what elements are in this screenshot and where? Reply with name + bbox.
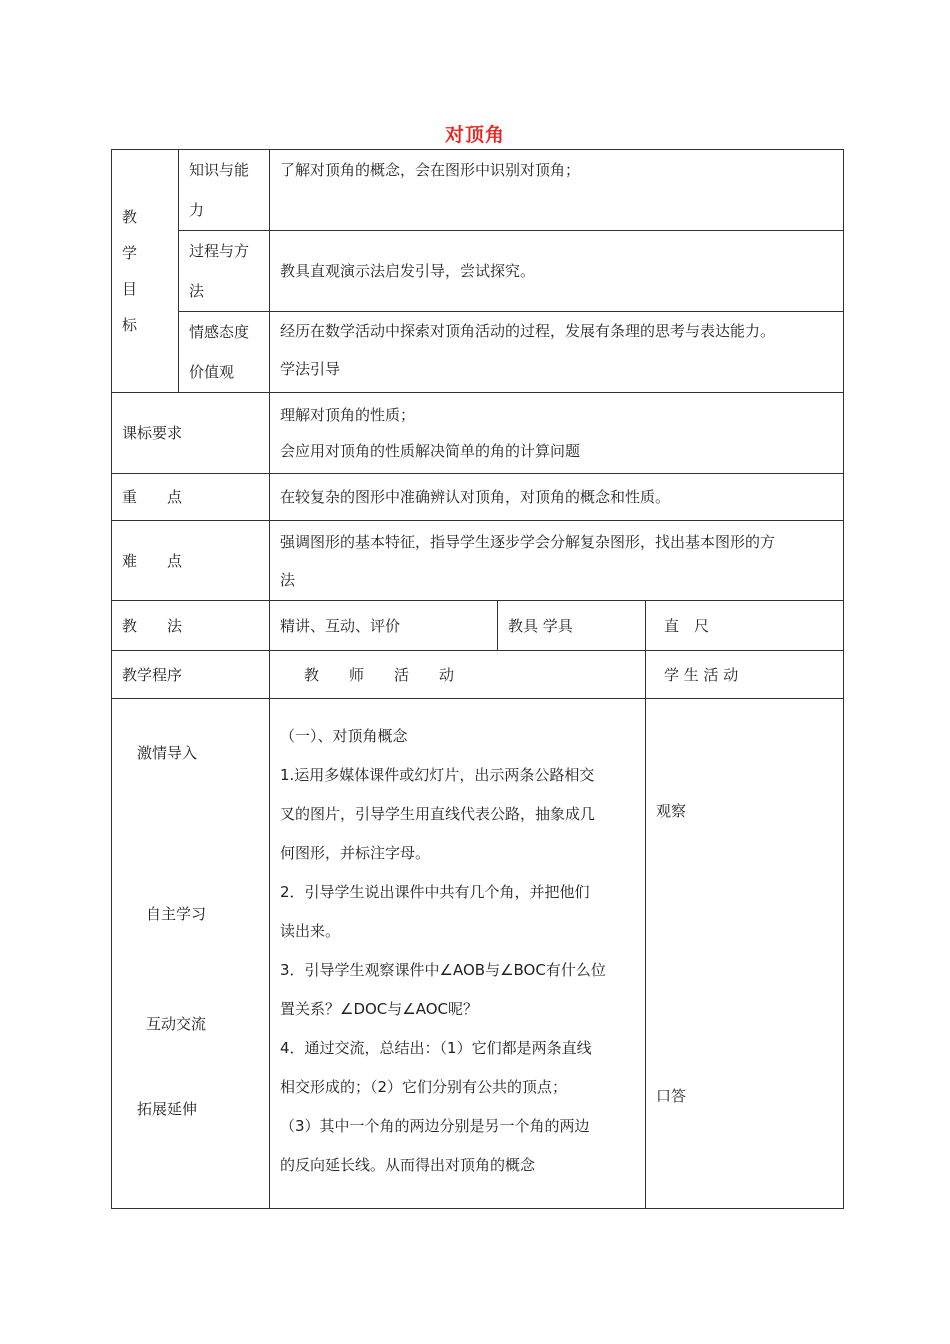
procedure-stages: [112, 699, 270, 1209]
teacher-line: 叉的图片，引导学生用直线代表公路，抽象成几: [280, 805, 596, 823]
teacher-line: 的反向延长线。从而得出对顶角的概念: [280, 1156, 536, 1174]
procedure-body-row: [112, 699, 844, 1209]
objective-content-process: 教具直观演示法启发引导，尝试探究。: [270, 231, 844, 312]
objectives-label: 教 学 目 标: [112, 150, 179, 393]
teacher-line: （一）、对顶角概念: [280, 727, 408, 745]
procedure-header-row: [112, 651, 844, 699]
method-row: [112, 601, 844, 651]
student-note-answer: 口答: [656, 1087, 687, 1105]
requirements-content: 理解对顶角的性质； 会应用对顶角的性质解决简单的角的计算问题: [270, 393, 844, 474]
lesson-plan-table: [111, 149, 844, 1209]
objective-name-process: 过程与方 法: [179, 231, 270, 312]
objective-name-knowledge: 知识与能 力: [179, 150, 270, 231]
stage-interaction: 互动交流: [146, 1015, 207, 1033]
requirements-row: [112, 393, 844, 474]
teacher-line: 置关系？∠DOC与∠AOC呢？: [280, 1000, 479, 1018]
teacher-line: （3）其中一个角的两边分别是另一个角的两边: [280, 1117, 590, 1135]
stage-intro: 激情导入: [137, 744, 198, 762]
key-point-label: 重 点: [112, 474, 270, 521]
objective-row-knowledge: [112, 150, 844, 231]
procedure-label: 教学程序: [112, 651, 270, 699]
teacher-line: 2．引导学生说出课件中共有几个角，并把他们: [280, 883, 590, 901]
method-label: 教 法: [112, 601, 270, 651]
teacher-line: 读出来。: [280, 922, 341, 940]
key-point-content: 在较复杂的图形中准确辨认对顶角，对顶角的概念和性质。: [270, 474, 844, 521]
difficulty-content: 强调图形的基本特征，指导学生逐步学会分解复杂图形，找出基本图形的方 法: [270, 521, 844, 601]
teacher-line: 3．引导学生观察课件中∠AOB与∠BOC有什么位: [280, 961, 606, 979]
key-point-row: [112, 474, 844, 521]
stage-extension: 拓展延伸: [137, 1100, 198, 1118]
objective-name-attitude: 情感态度 价值观: [179, 312, 270, 393]
teacher-activity-header: 教 师 活 动: [270, 651, 646, 699]
requirements-label: 课标要求: [112, 393, 270, 474]
student-activity-header: 学 生 活 动: [646, 651, 844, 699]
teacher-line: 相交形成的；（2）它们分别有公共的顶点；: [280, 1078, 568, 1096]
difficulty-label: 难 点: [112, 521, 270, 601]
objective-content-knowledge: 了解对顶角的概念，会在图形中识别对顶角；: [270, 150, 844, 231]
teacher-line: 1.运用多媒体课件或幻灯片，出示两条公路相交: [280, 766, 595, 784]
teacher-activity-content: [270, 699, 646, 1209]
student-activity-content: [646, 699, 844, 1209]
tools-label: 教具 学具: [498, 601, 646, 651]
difficulty-row: [112, 521, 844, 601]
objective-row-attitude: [112, 312, 844, 393]
objective-content-attitude: 经历在数学活动中探索对顶角活动的过程，发展有条理的思考与表达能力。 学法引导: [270, 312, 844, 393]
tools-value: 直 尺: [646, 601, 844, 651]
student-note-observe: 观察: [656, 802, 687, 820]
objective-row-process: [112, 231, 844, 312]
teacher-line: 4．通过交流，总结出：（1）它们都是两条直线: [280, 1039, 592, 1057]
stage-self-study: 自主学习: [146, 905, 207, 923]
method-value: 精讲、互动、评价: [270, 601, 498, 651]
teacher-line: 何图形，并标注字母。: [280, 844, 431, 862]
page-title: 对顶角: [444, 124, 505, 146]
